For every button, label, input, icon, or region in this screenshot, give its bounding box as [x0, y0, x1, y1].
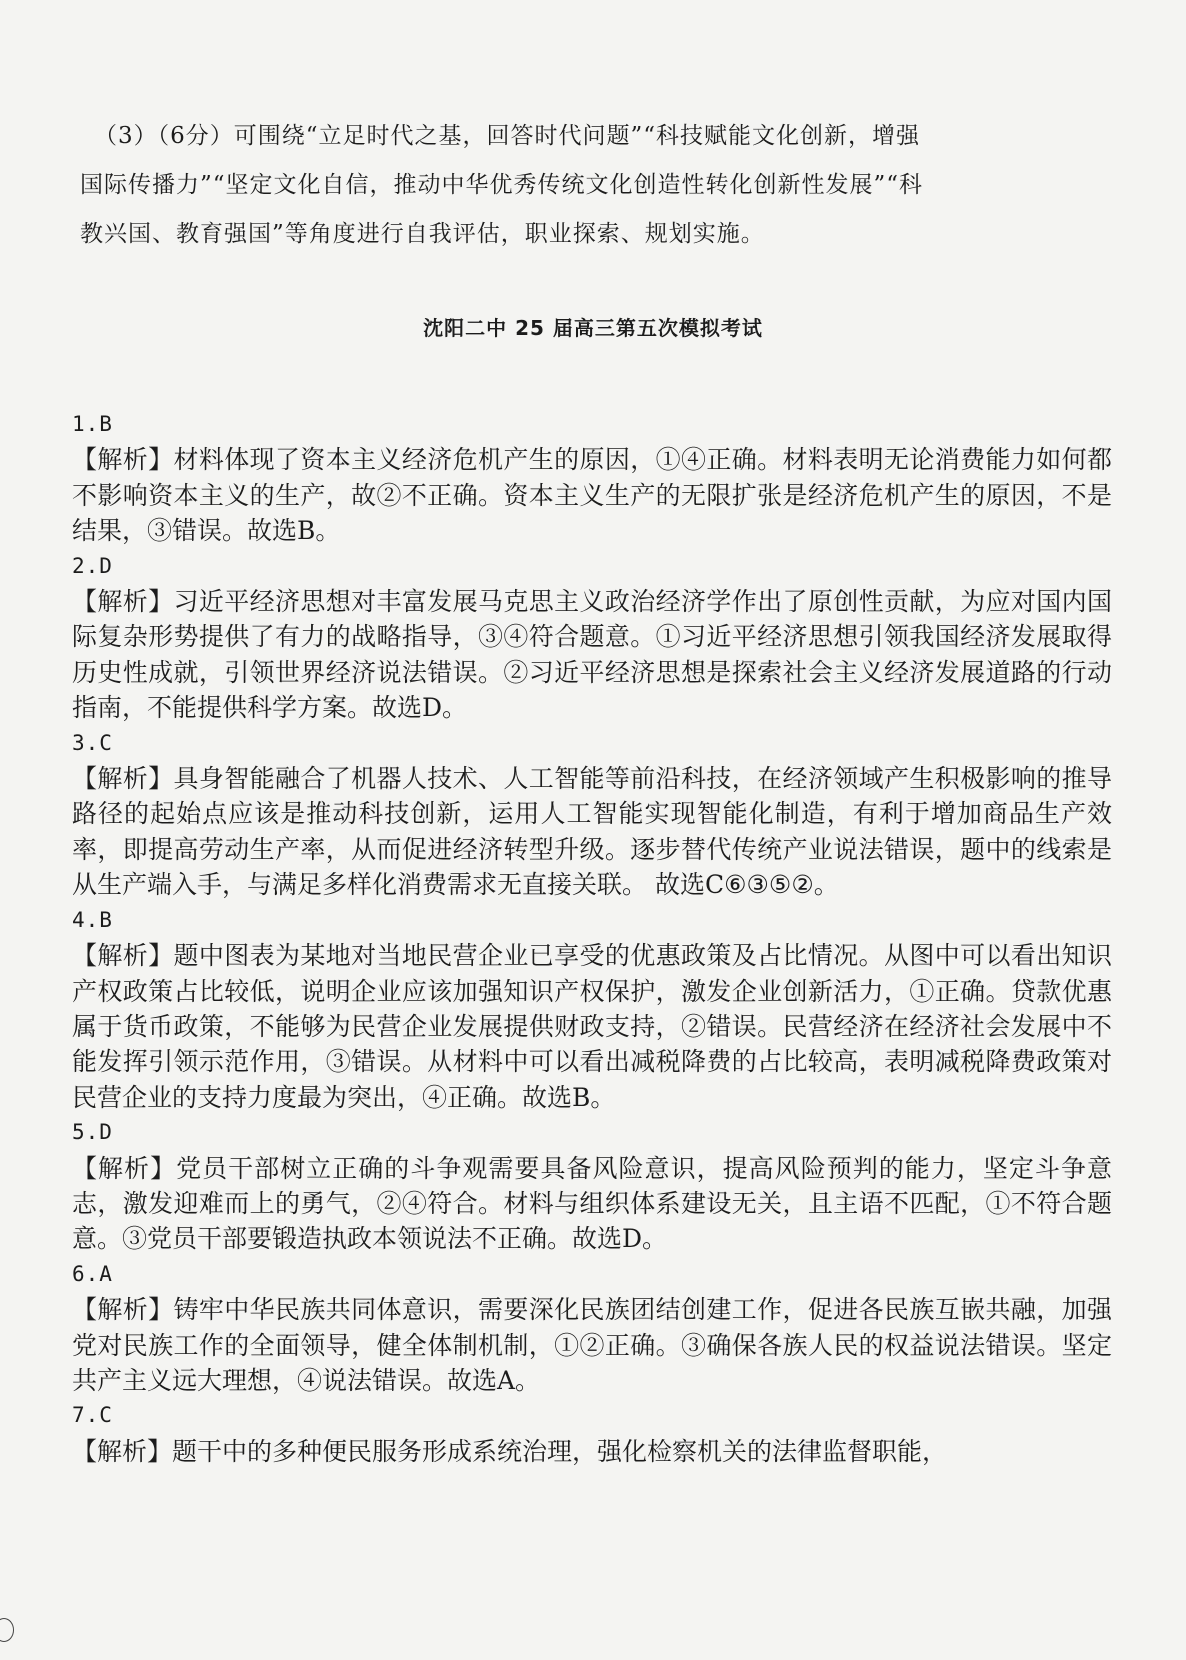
- answer-item: [72, 1115, 1112, 1257]
- answer-explanation: 【解析】题中图表为某地对当地民营企业已享受的优惠政策及占比情况。从图中可以看出知识产权政策占比较低，说明企业应该加强知识产权保护，激发企业创新活力，①正确。贷款优惠属于货币政策，不能够为民营企业发展提供财政支持，②错误。民营经济在经济社会发展中不能发挥引领示范作用，③错误。从材料中可以看出减税降费的占比较高，表明减税降费政策对民营企业的支持力度最为突出，④正确。故选B。: [72, 941, 1112, 1112]
- answer-list: [72, 407, 1112, 1469]
- page-corner-mark: [0, 1618, 14, 1642]
- answer-explanation: 【解析】题干中的多种便民服务形成系统治理，强化检察机关的法律监督职能，: [72, 1436, 948, 1466]
- answer-explanation: 【解析】铸牢中华民族共同体意识，需要深化民族团结创建工作，促进各民族互嵌共融，加强党对民族工作的全面领导，健全体制机制，①②正确。③确保各族人民的权益说法错误。坚定共产主义远大理想，④说法错误。故选A。: [72, 1295, 1112, 1395]
- answer-item: [72, 407, 1112, 549]
- answer-explanation: 【解析】具身智能融合了机器人技术、人工智能等前沿科技，在经济领域产生积极影响的推导路径的起始点应该是推动科技创新，运用人工智能实现智能化制造，有利于增加商品生产效率，即提高劳动生产率，从而促进经济转型升级。逐步替代传统产业说法错误，题中的线索是从生产端入手，与满足多样化消费需求无直接关联。 故选C⑥③⑤②。: [72, 764, 1112, 900]
- intro-paragraph: [80, 112, 1080, 259]
- intro-line: 教兴国、教育强国”等角度进行自我评估，职业探索、规划实施。: [80, 221, 765, 247]
- intro-line: （3）（6分）可围绕“立足时代之基，回答时代问题”“科技赋能文化创新，增强: [94, 123, 921, 149]
- intro-line: 国际传播力”“坚定文化自信，推动中华优秀传统文化创造性转化创新性发展”“科: [80, 172, 924, 198]
- answer-item: [72, 1257, 1112, 1399]
- answer-item: [72, 1398, 1112, 1469]
- answer-explanation: 【解析】材料体现了资本主义经济危机产生的原因，①④正确。材料表明无论消费能力如何都不影响资本主义的生产，故②不正确。资本主义生产的无限扩张是经济危机产生的原因，不是结果，③错误。故选B。: [72, 445, 1112, 546]
- answer-explanation: 【解析】党员干部树立正确的斗争观需要具备风险意识，提高风险预判的能力，坚定斗争意志，激发迎难而上的勇气，②④符合。材料与组织体系建设无关，且主语不匹配，①不符合题意。③党员干部要锻造执政本领说法不正确。故选D。: [72, 1153, 1112, 1254]
- answer-number: 3.C: [72, 730, 113, 755]
- answer-number: 1.B: [72, 412, 113, 436]
- answer-item: [72, 549, 1112, 726]
- answer-number: 4.B: [72, 907, 113, 932]
- answer-number: 7.C: [72, 1403, 113, 1428]
- answer-number: 2.D: [72, 553, 113, 578]
- answer-item: [72, 726, 1112, 903]
- answer-explanation: 【解析】习近平经济思想对丰富发展马克思主义政治经济学作出了原创性贡献，为应对国内国际复杂形势提供了有力的战略指导，③④符合题意。①习近平经济思想引领我国经济发展取得历史性成就，引领世界经济说法错误。②习近平经济思想是探索社会主义经济发展道路的行动指南，不能提供科学方案。故选D。: [72, 587, 1112, 723]
- answer-number: 6.A: [72, 1261, 113, 1286]
- document-title: 沈阳二中 25 届高三第五次模拟考试: [423, 316, 763, 340]
- answer-number: 5.D: [72, 1120, 113, 1145]
- answer-item: [72, 903, 1112, 1115]
